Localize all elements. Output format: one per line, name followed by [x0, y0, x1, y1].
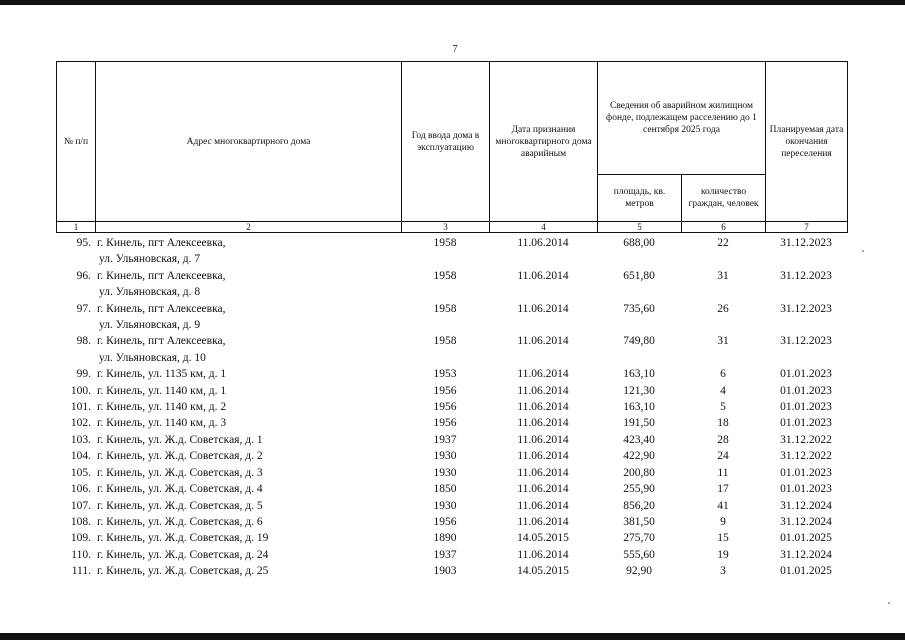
row-number: 110. — [71, 548, 91, 561]
header-number: № п/п — [57, 62, 96, 222]
row-planned-end: 31.12.2022 — [780, 433, 832, 446]
row-planned-end: 01.01.2023 — [780, 368, 832, 381]
row-planned-end: 01.01.2023 — [780, 417, 832, 430]
row-area: 749,80 — [623, 335, 655, 348]
table-row — [56, 547, 847, 563]
row-area: 200,80 — [623, 466, 655, 479]
row-number: 107. — [70, 499, 91, 512]
address-line-1: г. Кинель, ул. 1140 км, д. 3 — [97, 417, 227, 430]
row-emergency-date: 11.06.2014 — [517, 548, 569, 561]
row-emergency-date: 11.06.2014 — [517, 368, 569, 381]
row-area: 423,40 — [623, 433, 655, 446]
address-line-1: г. Кинель, ул. Ж.д. Советская, д. 3 — [97, 466, 263, 479]
scan-bottom-border — [0, 633, 905, 640]
row-number: 99. — [76, 368, 91, 381]
row-address — [95, 530, 401, 546]
row-number: 98. — [76, 335, 91, 348]
header-address: Адрес многоквартирного дома — [96, 62, 402, 222]
row-address — [95, 514, 401, 530]
table-row — [56, 530, 847, 546]
row-area: 856,20 — [623, 499, 655, 512]
row-address — [95, 415, 401, 431]
row-area: 255,90 — [623, 483, 655, 496]
row-people: 28 — [717, 433, 729, 446]
address-line-1: г. Кинель, ул. Ж.д. Советская, д. 24 — [97, 548, 269, 561]
page-number: 7 — [452, 44, 458, 55]
row-area: 163,10 — [623, 368, 655, 381]
row-number: 104. — [70, 450, 91, 463]
row-year: 1958 — [433, 269, 457, 282]
row-year: 1958 — [433, 237, 457, 249]
row-emergency-date: 14.05.2015 — [517, 565, 569, 578]
table-row — [56, 465, 847, 481]
row-planned-end: 31.12.2023 — [780, 237, 832, 249]
row-emergency-date: 11.06.2014 — [517, 515, 569, 528]
address-line-1: г. Кинель, ул. 1140 км, д. 1 — [97, 384, 227, 397]
header-year: Год ввода дома в эксплуатацию — [402, 62, 490, 222]
address-line-1: г. Кинель, ул. Ж.д. Советская, д. 25 — [97, 565, 269, 578]
column-number-5: 5 — [598, 222, 682, 233]
address-line-1: г. Кинель, ул. Ж.д. Советская, д. 1 — [97, 433, 263, 446]
address-line-1: г. Кинель, ул. Ж.д. Советская, д. 6 — [97, 515, 263, 528]
row-planned-end: 31.12.2022 — [780, 450, 832, 463]
scan-speck — [888, 602, 890, 604]
row-number: 108. — [70, 515, 91, 528]
row-emergency-date: 14.05.2015 — [517, 532, 569, 545]
row-area: 651,80 — [623, 269, 655, 282]
row-address — [95, 268, 401, 301]
row-year: 1937 — [433, 433, 457, 446]
row-people: 9 — [720, 515, 726, 528]
row-people: 4 — [720, 384, 726, 397]
scan-top-border — [0, 0, 905, 5]
row-number: 103. — [70, 433, 91, 446]
row-number: 106. — [70, 483, 91, 496]
row-people: 31 — [717, 335, 729, 348]
row-number: 97. — [76, 302, 91, 315]
address-line-1: г. Кинель, ул. Ж.д. Советская, д. 2 — [97, 450, 263, 463]
row-year: 1850 — [433, 483, 457, 496]
row-year: 1956 — [433, 515, 457, 528]
row-emergency-date: 11.06.2014 — [517, 483, 569, 496]
row-people: 22 — [717, 237, 729, 249]
row-emergency-date: 11.06.2014 — [517, 417, 569, 430]
housing-table-body — [56, 235, 847, 580]
row-people: 41 — [717, 499, 729, 512]
row-planned-end: 01.01.2023 — [780, 384, 832, 397]
row-area: 422,90 — [623, 450, 655, 463]
row-emergency-date: 11.06.2014 — [517, 237, 569, 249]
row-year: 1903 — [433, 565, 457, 578]
column-number-7: 7 — [766, 222, 848, 233]
address-line-2: ул. Ульяновская, д. 10 — [99, 351, 206, 364]
row-number: 105. — [70, 466, 91, 479]
address-line-2: ул. Ульяновская, д. 8 — [99, 286, 201, 299]
row-number: 109. — [70, 532, 91, 545]
row-emergency-date: 11.06.2014 — [517, 466, 569, 479]
row-emergency-date: 11.06.2014 — [517, 499, 569, 512]
row-area: 555,60 — [623, 548, 655, 561]
row-planned-end: 01.01.2025 — [780, 565, 832, 578]
column-number-4: 4 — [490, 222, 598, 233]
row-area: 92,90 — [626, 565, 652, 578]
row-year: 1930 — [433, 466, 457, 479]
row-year: 1958 — [433, 335, 457, 348]
row-emergency-date: 11.06.2014 — [517, 433, 569, 446]
address-line-1: г. Кинель, ул. 1140 км, д. 2 — [97, 401, 227, 414]
row-people: 18 — [717, 417, 729, 430]
row-address — [95, 563, 401, 579]
row-address — [95, 383, 401, 399]
row-address — [95, 235, 401, 268]
row-people: 3 — [720, 565, 726, 578]
header-area: площадь, кв. метров — [598, 175, 682, 222]
row-number: 100. — [70, 384, 91, 397]
row-number: 95. — [76, 237, 91, 249]
row-people: 19 — [717, 548, 729, 561]
row-year: 1937 — [433, 548, 457, 561]
table-row — [56, 498, 847, 514]
table-row — [56, 268, 847, 301]
table-header — [56, 61, 848, 233]
table-row — [56, 432, 847, 448]
row-area: 688,00 — [623, 237, 655, 249]
header-people: количество граждан, человек — [682, 175, 766, 222]
row-emergency-date: 11.06.2014 — [517, 450, 569, 463]
address-line-1: г. Кинель, ул. Ж.д. Советская, д. 19 — [97, 532, 269, 545]
table-row — [56, 514, 847, 530]
row-people: 31 — [717, 269, 729, 282]
row-planned-end: 31.12.2023 — [780, 302, 832, 315]
row-planned-end: 01.01.2025 — [780, 532, 832, 545]
row-planned-end: 01.01.2023 — [780, 483, 832, 496]
row-address — [95, 498, 401, 514]
row-area: 735,60 — [623, 302, 655, 315]
row-address — [95, 301, 401, 334]
row-planned-end: 31.12.2024 — [780, 515, 832, 528]
address-line-1: г. Кинель, пгт Алексеевка, — [97, 237, 226, 249]
row-planned-end: 01.01.2023 — [780, 401, 832, 414]
address-line-1: г. Кинель, ул. Ж.д. Советская, д. 4 — [97, 483, 263, 496]
table-row — [56, 333, 847, 366]
row-number: 96. — [76, 269, 91, 282]
table-row — [56, 366, 847, 382]
row-emergency-date: 11.06.2014 — [517, 269, 569, 282]
column-number-2: 2 — [96, 222, 402, 233]
address-line-1: г. Кинель, пгт Алексеевка, — [97, 335, 226, 348]
row-address — [95, 399, 401, 415]
column-number-6: 6 — [682, 222, 766, 233]
row-emergency-date: 11.06.2014 — [517, 302, 569, 315]
table-row — [56, 563, 847, 579]
address-line-2: ул. Ульяновская, д. 7 — [99, 253, 201, 266]
address-line-2: ул. Ульяновская, д. 9 — [99, 319, 201, 332]
row-address — [95, 432, 401, 448]
scan-speck — [862, 250, 864, 252]
row-area: 191,50 — [623, 417, 655, 430]
row-address — [95, 481, 401, 497]
row-people: 6 — [720, 368, 726, 381]
row-address — [95, 366, 401, 382]
row-year: 1890 — [433, 532, 457, 545]
address-line-1: г. Кинель, ул. 1135 км, д. 1 — [97, 368, 227, 381]
row-number: 102. — [70, 417, 91, 430]
row-area: 275,70 — [623, 532, 655, 545]
table-row — [56, 481, 847, 497]
row-year: 1956 — [433, 401, 457, 414]
table-row — [56, 415, 847, 431]
row-area: 381,50 — [623, 515, 655, 528]
table-row — [56, 235, 847, 268]
row-year: 1956 — [433, 417, 457, 430]
row-address — [95, 333, 401, 366]
row-area: 121,30 — [623, 384, 655, 397]
column-number-1: 1 — [57, 222, 96, 233]
row-emergency-date: 11.06.2014 — [517, 335, 569, 348]
row-address — [95, 448, 401, 464]
row-address — [95, 465, 401, 481]
row-people: 5 — [720, 401, 726, 414]
row-people: 11 — [717, 466, 729, 479]
row-address — [95, 547, 401, 563]
row-planned-end: 01.01.2023 — [780, 466, 832, 479]
row-year: 1930 — [433, 450, 457, 463]
row-planned-end: 31.12.2023 — [780, 335, 832, 348]
table-row — [56, 399, 847, 415]
header-planned-end-date: Планируемая дата окончания переселения — [766, 62, 848, 222]
address-line-1: г. Кинель, ул. Ж.д. Советская, д. 5 — [97, 499, 263, 512]
address-line-1: г. Кинель, пгт Алексеевка, — [97, 302, 226, 315]
row-people: 15 — [717, 532, 729, 545]
row-emergency-date: 11.06.2014 — [517, 401, 569, 414]
row-people: 17 — [717, 483, 729, 496]
row-year: 1956 — [433, 384, 457, 397]
header-emergency-fund-group: Сведения об аварийном жилищном фонде, подлежащем расселению до 1 сентября 2025 года — [598, 62, 766, 175]
row-emergency-date: 11.06.2014 — [517, 384, 569, 397]
row-number: 101. — [70, 401, 91, 414]
row-planned-end: 31.12.2023 — [780, 269, 832, 282]
header-emergency-date: Дата признания многоквартирного дома аварийным — [490, 62, 598, 222]
row-year: 1953 — [433, 368, 457, 381]
row-year: 1930 — [433, 499, 457, 512]
row-year: 1958 — [433, 302, 457, 315]
column-number-3: 3 — [402, 222, 490, 233]
row-planned-end: 31.12.2024 — [780, 548, 832, 561]
address-line-1: г. Кинель, пгт Алексеевка, — [97, 269, 226, 282]
row-area: 163,10 — [623, 401, 655, 414]
row-planned-end: 31.12.2024 — [780, 499, 832, 512]
table-row — [56, 448, 847, 464]
row-people: 26 — [717, 302, 729, 315]
row-number: 111. — [71, 565, 91, 578]
table-row — [56, 301, 847, 334]
table-row — [56, 383, 847, 399]
row-people: 24 — [717, 450, 729, 463]
